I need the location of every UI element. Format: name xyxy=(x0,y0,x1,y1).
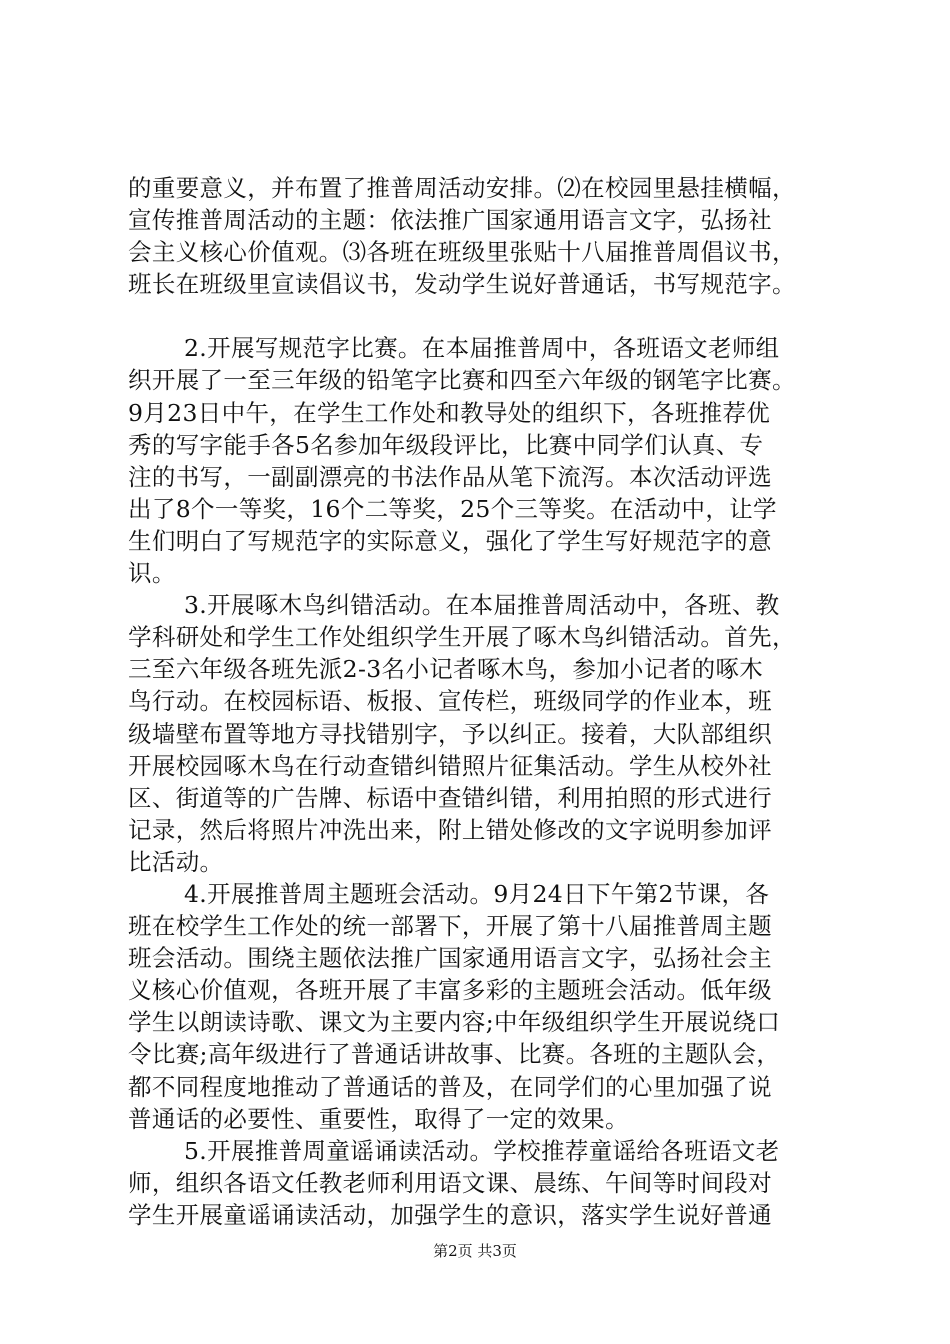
text-line: 鸟行动。在校园标语、板报、宣传栏，班级同学的作业本，班 xyxy=(128,687,772,716)
text-line: 5.开展推普周童谣诵读活动。学校推荐童谣给各班语文老 xyxy=(184,1136,780,1165)
text-line: 9月23日中午，在学生工作处和教导处的组织下，各班推荐优 xyxy=(128,398,771,427)
text-line: 会主义核心价值观。⑶各班在班级里张贴十八届推普周倡议书， xyxy=(128,238,796,267)
text-line: 级墙壁布置等地方寻找错别字，予以纠正。接着，大队部组织 xyxy=(128,719,772,748)
text-line: 2.开展写规范字比赛。在本届推普周中，各班语文老师组 xyxy=(184,334,780,363)
text-line: 普通话的必要性、重要性，取得了一定的效果。 xyxy=(128,1104,629,1133)
page-indicator: 第2页 共3页 xyxy=(433,1242,517,1260)
text-line: 3.开展啄木鸟纠错活动。在本届推普周活动中，各班、教 xyxy=(184,591,780,620)
paragraph-gap xyxy=(128,300,854,332)
text-line: 师，组织各语文任教老师利用语文课、晨练、午间等时间段对 xyxy=(128,1168,772,1197)
text-line: 学生开展童谣诵读活动，加强学生的意识，落实学生说好普通 xyxy=(128,1200,772,1229)
text-line: 比活动。 xyxy=(128,847,224,876)
text-line: 班会活动。围绕主题依法推广国家通用语言文字，弘扬社会主 xyxy=(128,944,772,973)
text-line: 宣传推普周活动的主题：依法推广国家通用语言文字，弘扬社 xyxy=(128,206,772,235)
text-line: 注的书写，一副副漂亮的书法作品从笔下流泻。本次活动评选 xyxy=(128,462,772,491)
text-line: 开展校园啄木鸟在行动查错纠错照片征集活动。学生从校外社 xyxy=(128,751,772,780)
text-line: 4.开展推普周主题班会活动。9月24日下午第2节课，各 xyxy=(184,879,770,908)
text-line: 区、街道等的广告牌、标语中查错纠错，利用拍照的形式进行 xyxy=(128,783,772,812)
text-line: 记录，然后将照片冲洗出来，附上错处修改的文字说明参加评 xyxy=(128,815,772,844)
text-line: 三至六年级各班先派2-3名小记者啄木鸟，参加小记者的啄木 xyxy=(128,655,764,684)
text-line: 秀的写字能手各5名参加年级段评比，比赛中同学们认真、专 xyxy=(128,430,764,459)
text-line: 识。 xyxy=(128,559,176,588)
section-3-paragraph xyxy=(128,589,854,878)
page-footer xyxy=(0,1240,950,1261)
text-line: 班长在班级里宣读倡议书，发动学生说好普通话，书写规范字。 xyxy=(128,270,796,299)
text-line: 学科研处和学生工作处组织学生开展了啄木鸟纠错活动。首先， xyxy=(128,623,796,652)
section-2-paragraph xyxy=(128,332,854,589)
text-line: 义核心价值观，各班开展了丰富多彩的主题班会活动。低年级 xyxy=(128,976,772,1005)
section-4-paragraph xyxy=(128,878,854,1135)
text-line: 都不同程度地推动了普通话的普及，在同学们的心里加强了说 xyxy=(128,1072,772,1101)
text-line: 生们明白了写规范字的实际意义，强化了学生写好规范字的意 xyxy=(128,526,772,555)
section-5-paragraph xyxy=(128,1135,854,1231)
text-line: 织开展了一至三年级的铅笔字比赛和四至六年级的钢笔字比赛。 xyxy=(128,366,796,395)
text-line: 学生以朗读诗歌、课文为主要内容;中年级组织学生开展说绕口 xyxy=(128,1008,781,1037)
document-body xyxy=(128,172,854,1231)
text-line: 出了8个一等奖，16个二等奖，25个三等奖。在活动中，让学 xyxy=(128,494,777,523)
intro-paragraph xyxy=(128,172,854,300)
text-line: 令比赛;高年级进行了普通话讲故事、比赛。各班的主题队会， xyxy=(128,1040,781,1069)
text-line: 的重要意义，并布置了推普周活动安排。⑵在校园里悬挂横幅， xyxy=(128,174,796,202)
text-line: 班在校学生工作处的统一部署下，开展了第十八届推普周主题 xyxy=(128,912,772,941)
